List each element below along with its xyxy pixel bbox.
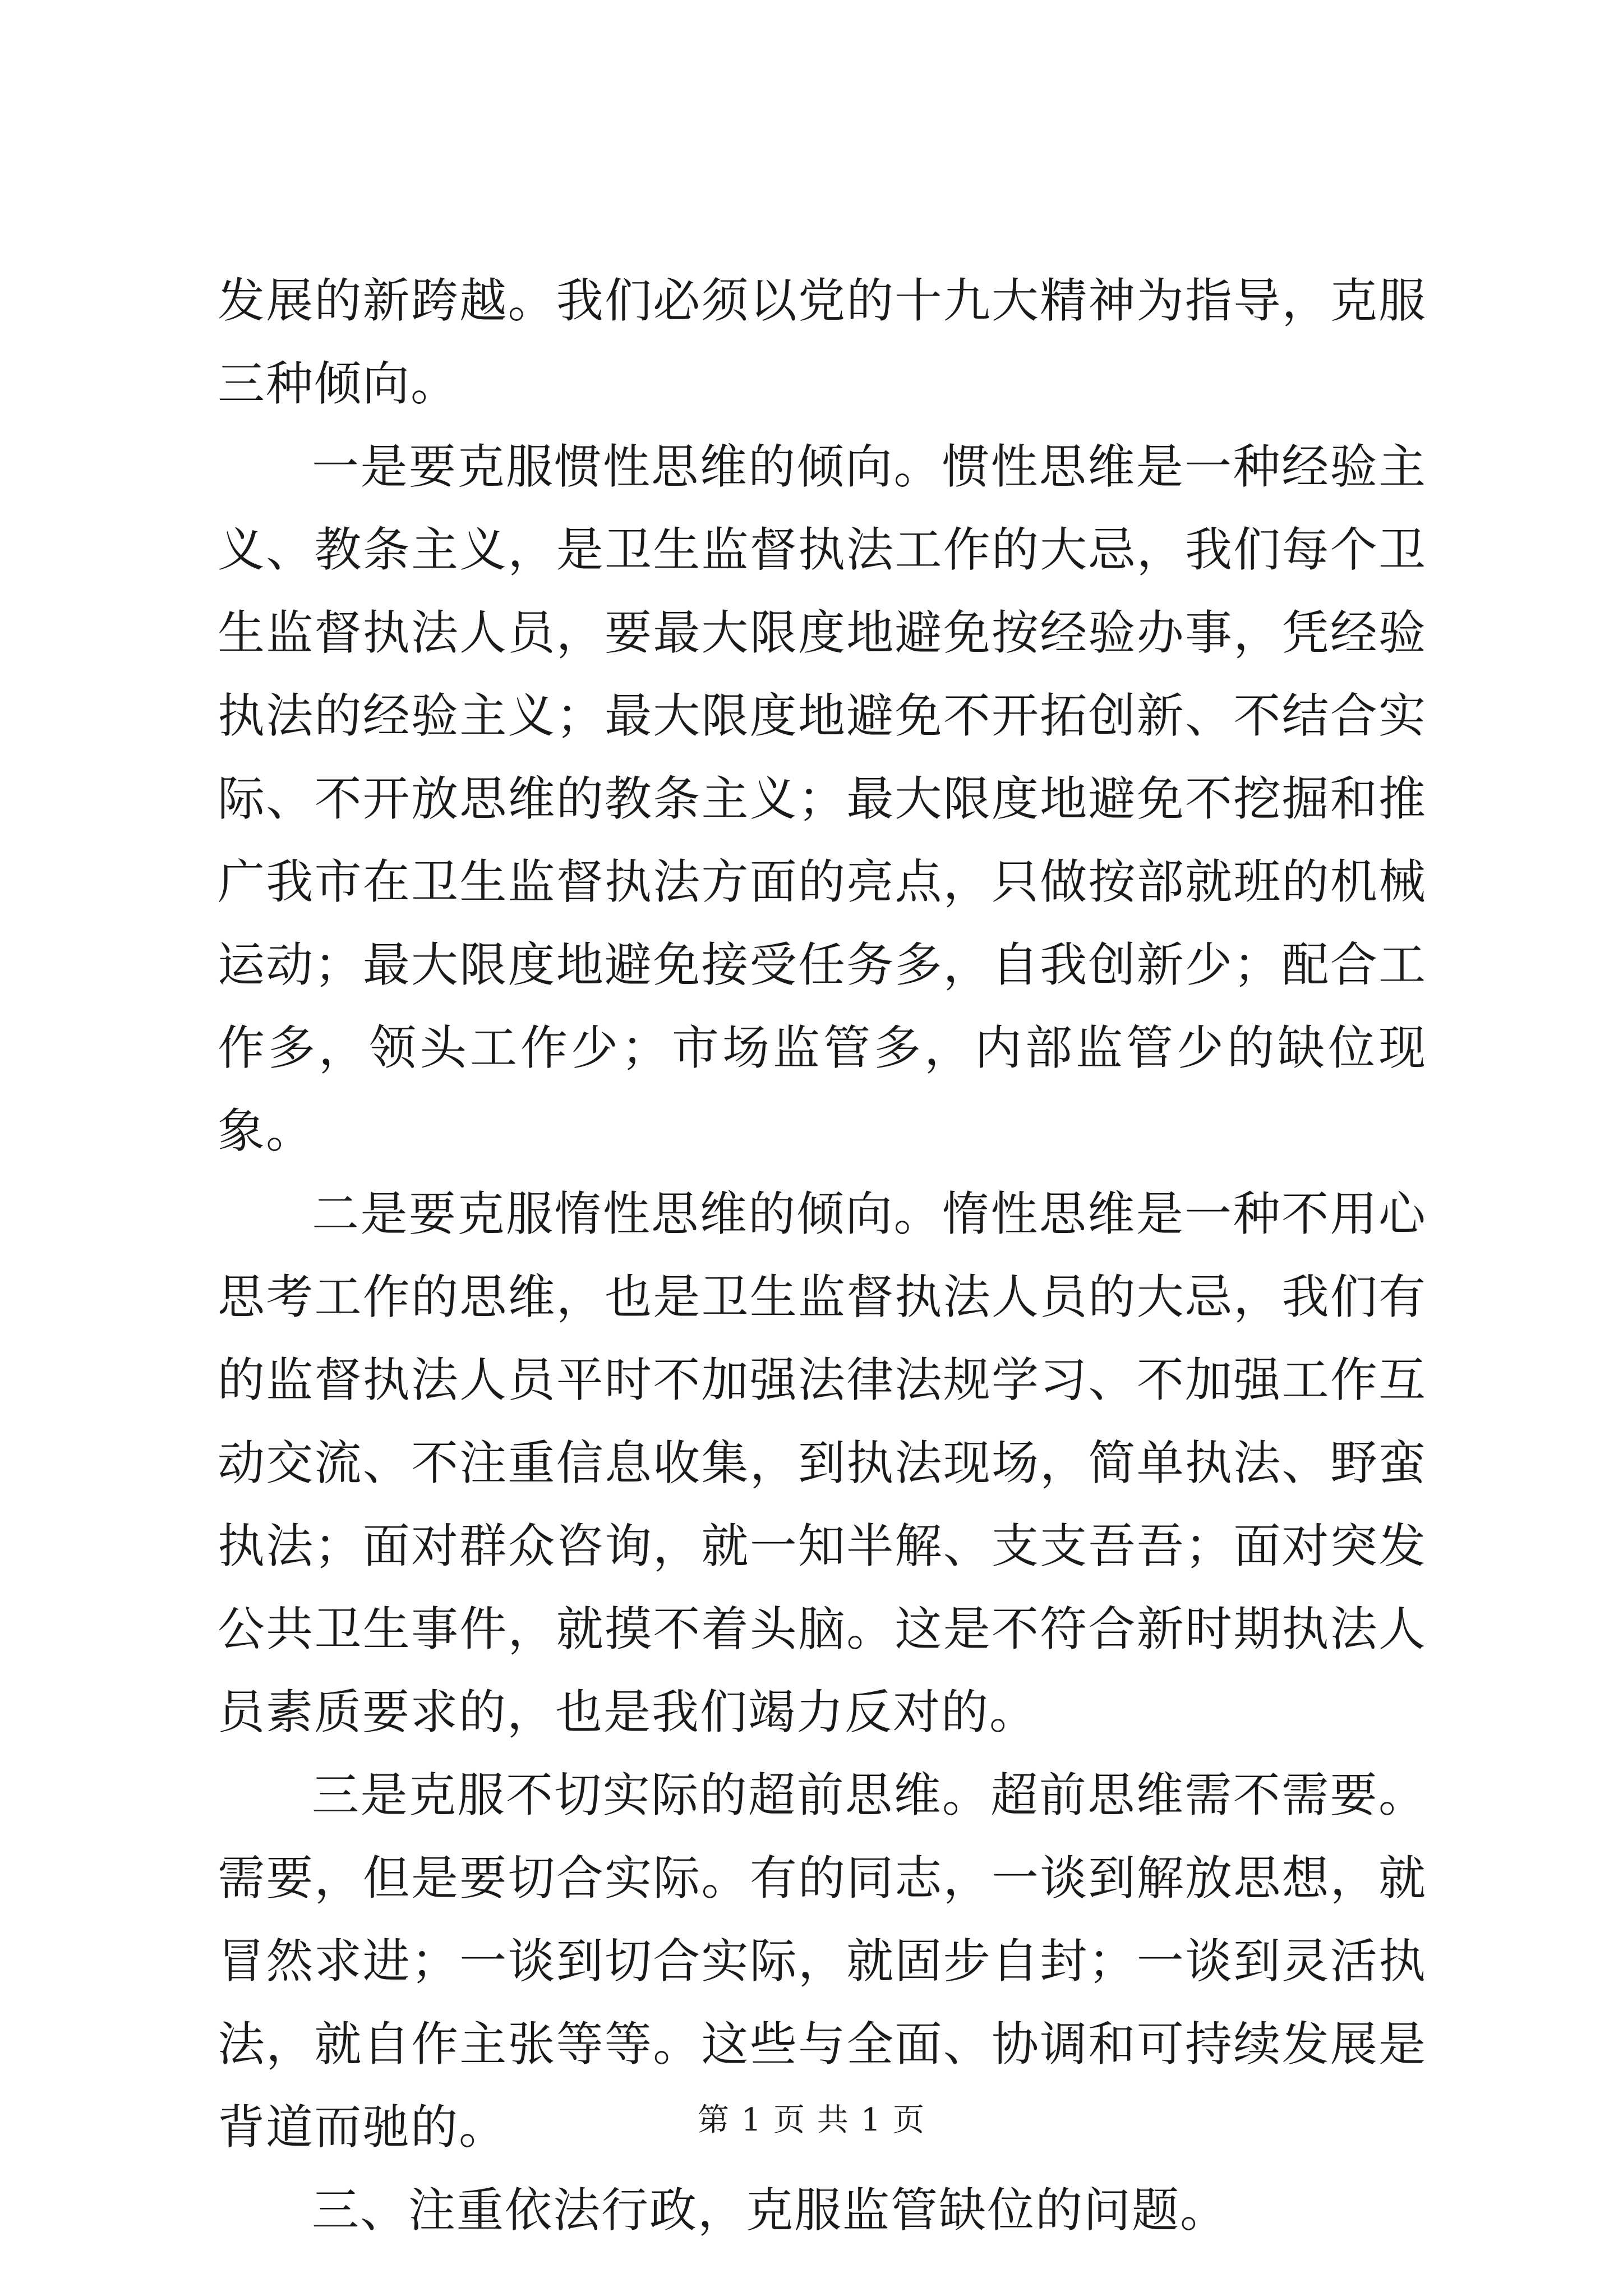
paragraph-1: 发展的新跨越。我们必须以党的十九大精神为指导，克服三种倾向。: [218, 273, 1427, 411]
paragraph-2: 一是要克服惯性思维的倾向。惯性思维是一种经验主义、教条主义，是卫生监督执法工作的大忌，我们每个卫生监督执法人员，要最大限度地避免按经验办事，凭经验执法的经验主义；最大限度地避免不开拓创新、不结合实际、不开放思维的教条主义；最大限度地避免不挖掘和推广我市在卫生监督执法方面的亮点，只做按部就班的机械运动；最大限度地避免接受任务多，自我创新少；配合工作多，领头工作少；市场监管多，内部监管少的缺位现象。: [218, 439, 1427, 1158]
document-body: [218, 259, 1427, 2252]
paragraph-4: 三是克服不切实际的超前思维。超前思维需不需要。需要，但是要切合实际。有的同志，一谈到解放思想，就冒然求进；一谈到切合实际，就固步自封；一谈到灵活执法，就自作主张等等。这些与全面、协调和可持续发展是背道而驰的。: [218, 1768, 1427, 2155]
page-footer: 第 1 页 共 1 页: [697, 2102, 926, 2138]
paragraph-3: 二是要克服惰性思维的倾向。惰性思维是一种不用心思考工作的思维，也是卫生监督执法人员的大忌，我们有的监督执法人员平时不加强法律法规学习、不加强工作互动交流、不注重信息收集，到执法现场，简单执法、野蛮执法；面对群众咨询，就一知半解、支支吾吾；面对突发公共卫生事件，就摸不着头脑。这是不符合新时期执法人员素质要求的，也是我们竭力反对的。: [218, 1186, 1427, 1740]
paragraph-5: 三、注重依法行政，克服监管缺位的问题。: [312, 2183, 1229, 2238]
